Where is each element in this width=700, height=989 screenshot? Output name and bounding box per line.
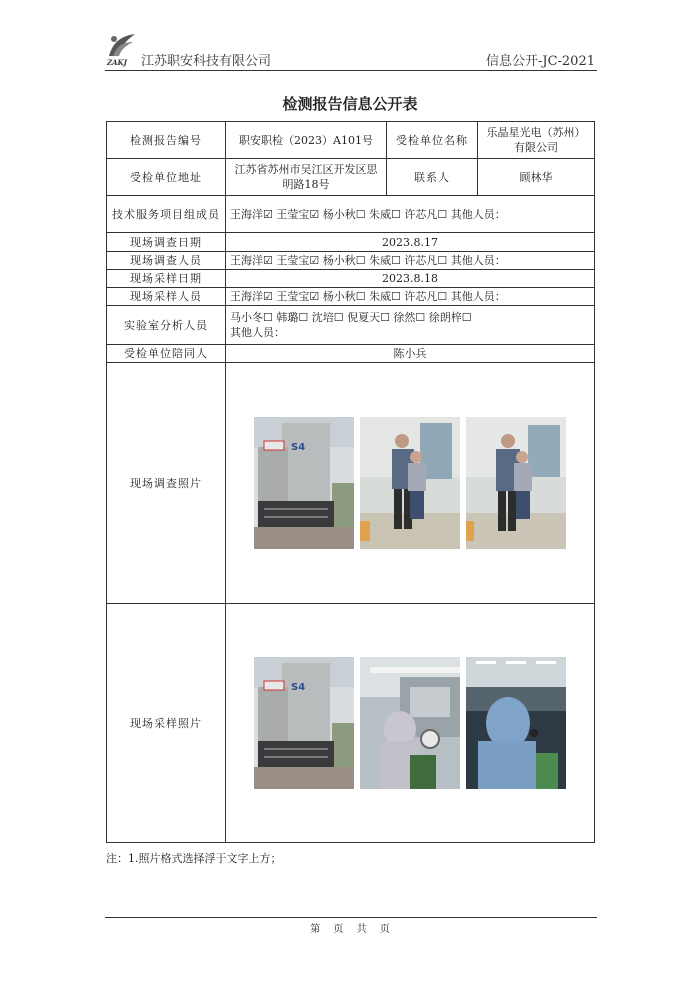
company-logo: [105, 30, 139, 68]
team-value: 王海洋☑ 王莹宝☑ 杨小秋☐ 朱威☐ 许芯凡☐ 其他人员：: [226, 196, 595, 233]
unit-name-label: 受检单位名称: [387, 122, 478, 159]
table-row: [107, 159, 595, 196]
sampling-date-value: 2023.8.18: [226, 270, 595, 288]
footer-divider: [105, 917, 597, 918]
building-photo-2: [254, 657, 354, 789]
lab-staff-label: 实验室分析人员: [107, 306, 226, 345]
table-row: [107, 122, 595, 159]
table-row: [107, 196, 595, 233]
unit-name-value: 乐晶星光电（苏州）有限公司: [478, 122, 595, 159]
survey-staff-label: 现场调查人员: [107, 252, 226, 270]
table-row: [107, 306, 595, 345]
document-number: 信息公开-JC-2021: [485, 54, 595, 69]
company-name: 江苏职安科技有限公司: [141, 54, 272, 69]
footnote: 注：1.照片格式选择浮于文字上方；: [106, 852, 282, 865]
survey-date-value: 2023.8.17: [226, 233, 595, 252]
sampling-staff-label: 现场采样人员: [107, 288, 226, 306]
escort-value: 陈小兵: [226, 345, 595, 363]
table-row: [107, 345, 595, 363]
page-header: [105, 30, 597, 71]
sampling-staff-value: 王海洋☑ 王莹宝☑ 杨小秋☐ 朱威☐ 许芯凡☐ 其他人员：: [226, 288, 595, 306]
team-label: 技术服务项目组成员: [107, 196, 226, 233]
page-footer: 第 页 共 页: [310, 924, 390, 935]
sampling-date-label: 现场采样日期: [107, 270, 226, 288]
page-title: 检测报告信息公开表: [282, 95, 418, 113]
table-row: [107, 252, 595, 270]
lab-staff-line-2: 其他人员：: [230, 326, 285, 339]
table-row: [107, 363, 595, 604]
survey-photos-cell: [226, 363, 595, 604]
survey-photos-label: 现场调查照片: [107, 363, 226, 604]
escort-label: 受检单位陪同人: [107, 345, 226, 363]
table-row: [107, 288, 595, 306]
sampling-photos-label: 现场采样照片: [107, 604, 226, 843]
report-no-label: 检测报告编号: [107, 122, 226, 159]
survey-date-label: 现场调查日期: [107, 233, 226, 252]
sampling-worker-photo-1: [360, 657, 460, 789]
address-label: 受检单位地址: [107, 159, 226, 196]
table-row: [107, 270, 595, 288]
lab-staff-value: [226, 306, 595, 345]
report-table: [106, 121, 595, 843]
survey-staff-value: 王海洋☑ 王莹宝☑ 杨小秋☐ 朱威☐ 许芯凡☐ 其他人员：: [226, 252, 595, 270]
building-sign-text: S4: [291, 442, 306, 453]
contact-label: 联系人: [387, 159, 478, 196]
logo-text: ZAKJ: [107, 58, 127, 67]
address-value: 江苏省苏州市吴江区开发区思明路18号: [226, 159, 387, 196]
building-sign-text: S4: [291, 682, 306, 693]
survey-people-photo-1: [360, 417, 460, 549]
table-row: [107, 233, 595, 252]
lab-staff-line-1: 马小冬☐ 韩璐☐ 沈培☐ 倪夏天☐ 徐然☐ 徐朗梓☐: [230, 311, 472, 324]
sampling-photos-cell: [226, 604, 595, 843]
survey-people-photo-2: [466, 417, 566, 549]
sampling-worker-photo-2: [466, 657, 566, 789]
report-no-value: 职安职检（2023）A101号: [226, 122, 387, 159]
contact-value: 顾林华: [478, 159, 595, 196]
table-row: [107, 604, 595, 843]
building-photo: [254, 417, 354, 549]
